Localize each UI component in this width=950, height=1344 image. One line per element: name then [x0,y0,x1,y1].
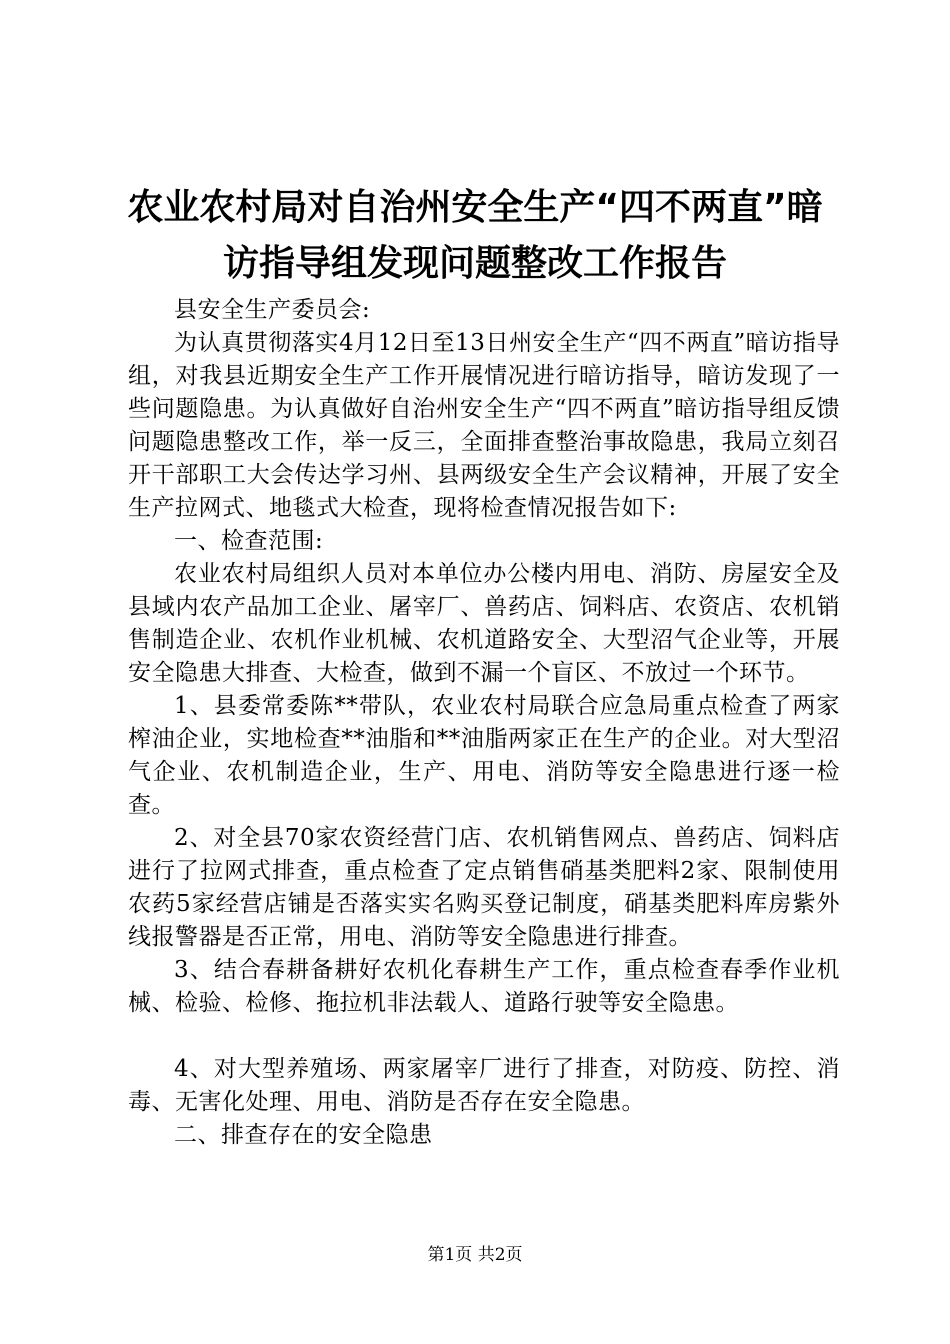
page-number-footer: 第1页 共2页 [427,1245,523,1265]
paragraph-intro: 为认真贯彻落实4月12日至13日州安全生产“四不两直”暗访指导组，对我县近期安全生产工作开展情况进行暗访指导，暗访发现了一些问题隐患。为认真做好自治州安全生产“四不两直”暗访指导组反馈问题隐患整改工作，举一反三，全面排查整治事故隐患，我局立刻召开干部职工大会传达学习州、县两级安全生产会议精神，开展了安全生产拉网式、地毯式大检查，现将检查情况报告如下: [128,330,840,521]
section-heading-scope: 一、检查范围: [174,528,324,554]
paragraph-item-1: 1、县委常委陈**带队，农业农村局联合应急局重点检查了两家榨油企业，实地检查**油脂和**油脂两家正在生产的企业。对大型沼气企业、农机制造企业，生产、用电、消防等安全隐患进行逐一检查。 [128,693,840,818]
section-heading-hazards: 二、排查存在的安全隐患 [174,1122,433,1148]
document-title-line-2: 访指导组发现问题整改工作报告 [222,243,727,284]
paragraph-item-3: 3、结合春耕备耕好农机化春耕生产工作，重点检查春季作业机械、检验、检修、拖拉机非法载人、道路行驶等安全隐患。 [128,957,840,1016]
document-body [128,294,840,1152]
document-title-line-1: 农业农村局对自治州安全生产“四不两直”暗 [127,187,823,228]
paragraph-item-2: 2、对全县70家农资经营门店、农机销售网点、兽药店、饲料店进行了拉网式排查，重点检查了定点销售硝基类肥料2家、限制使用农药5家经营店铺是否落实实名购买登记制度，硝基类肥料库房紫外线报警器是否正常，用电、消防等安全隐患进行排查。 [128,825,840,950]
paragraph-scope: 农业农村局组织人员对本单位办公楼内用电、消防、房屋安全及县域内农产品加工企业、屠宰厂、兽药店、饲料店、农资店、农机销售制造企业、农机作业机械、农机道路安全、大型沼气企业等，开展安全隐患大排查、大检查，做到不漏一个盲区、不放过一个环节。 [128,561,840,686]
salutation: 县安全生产委员会: [174,297,371,323]
paragraph-item-4: 4、对大型养殖场、两家屠宰厂进行了排查，对防疫、防控、消毒、无害化处理、用电、消防是否存在安全隐患。 [128,1056,840,1115]
